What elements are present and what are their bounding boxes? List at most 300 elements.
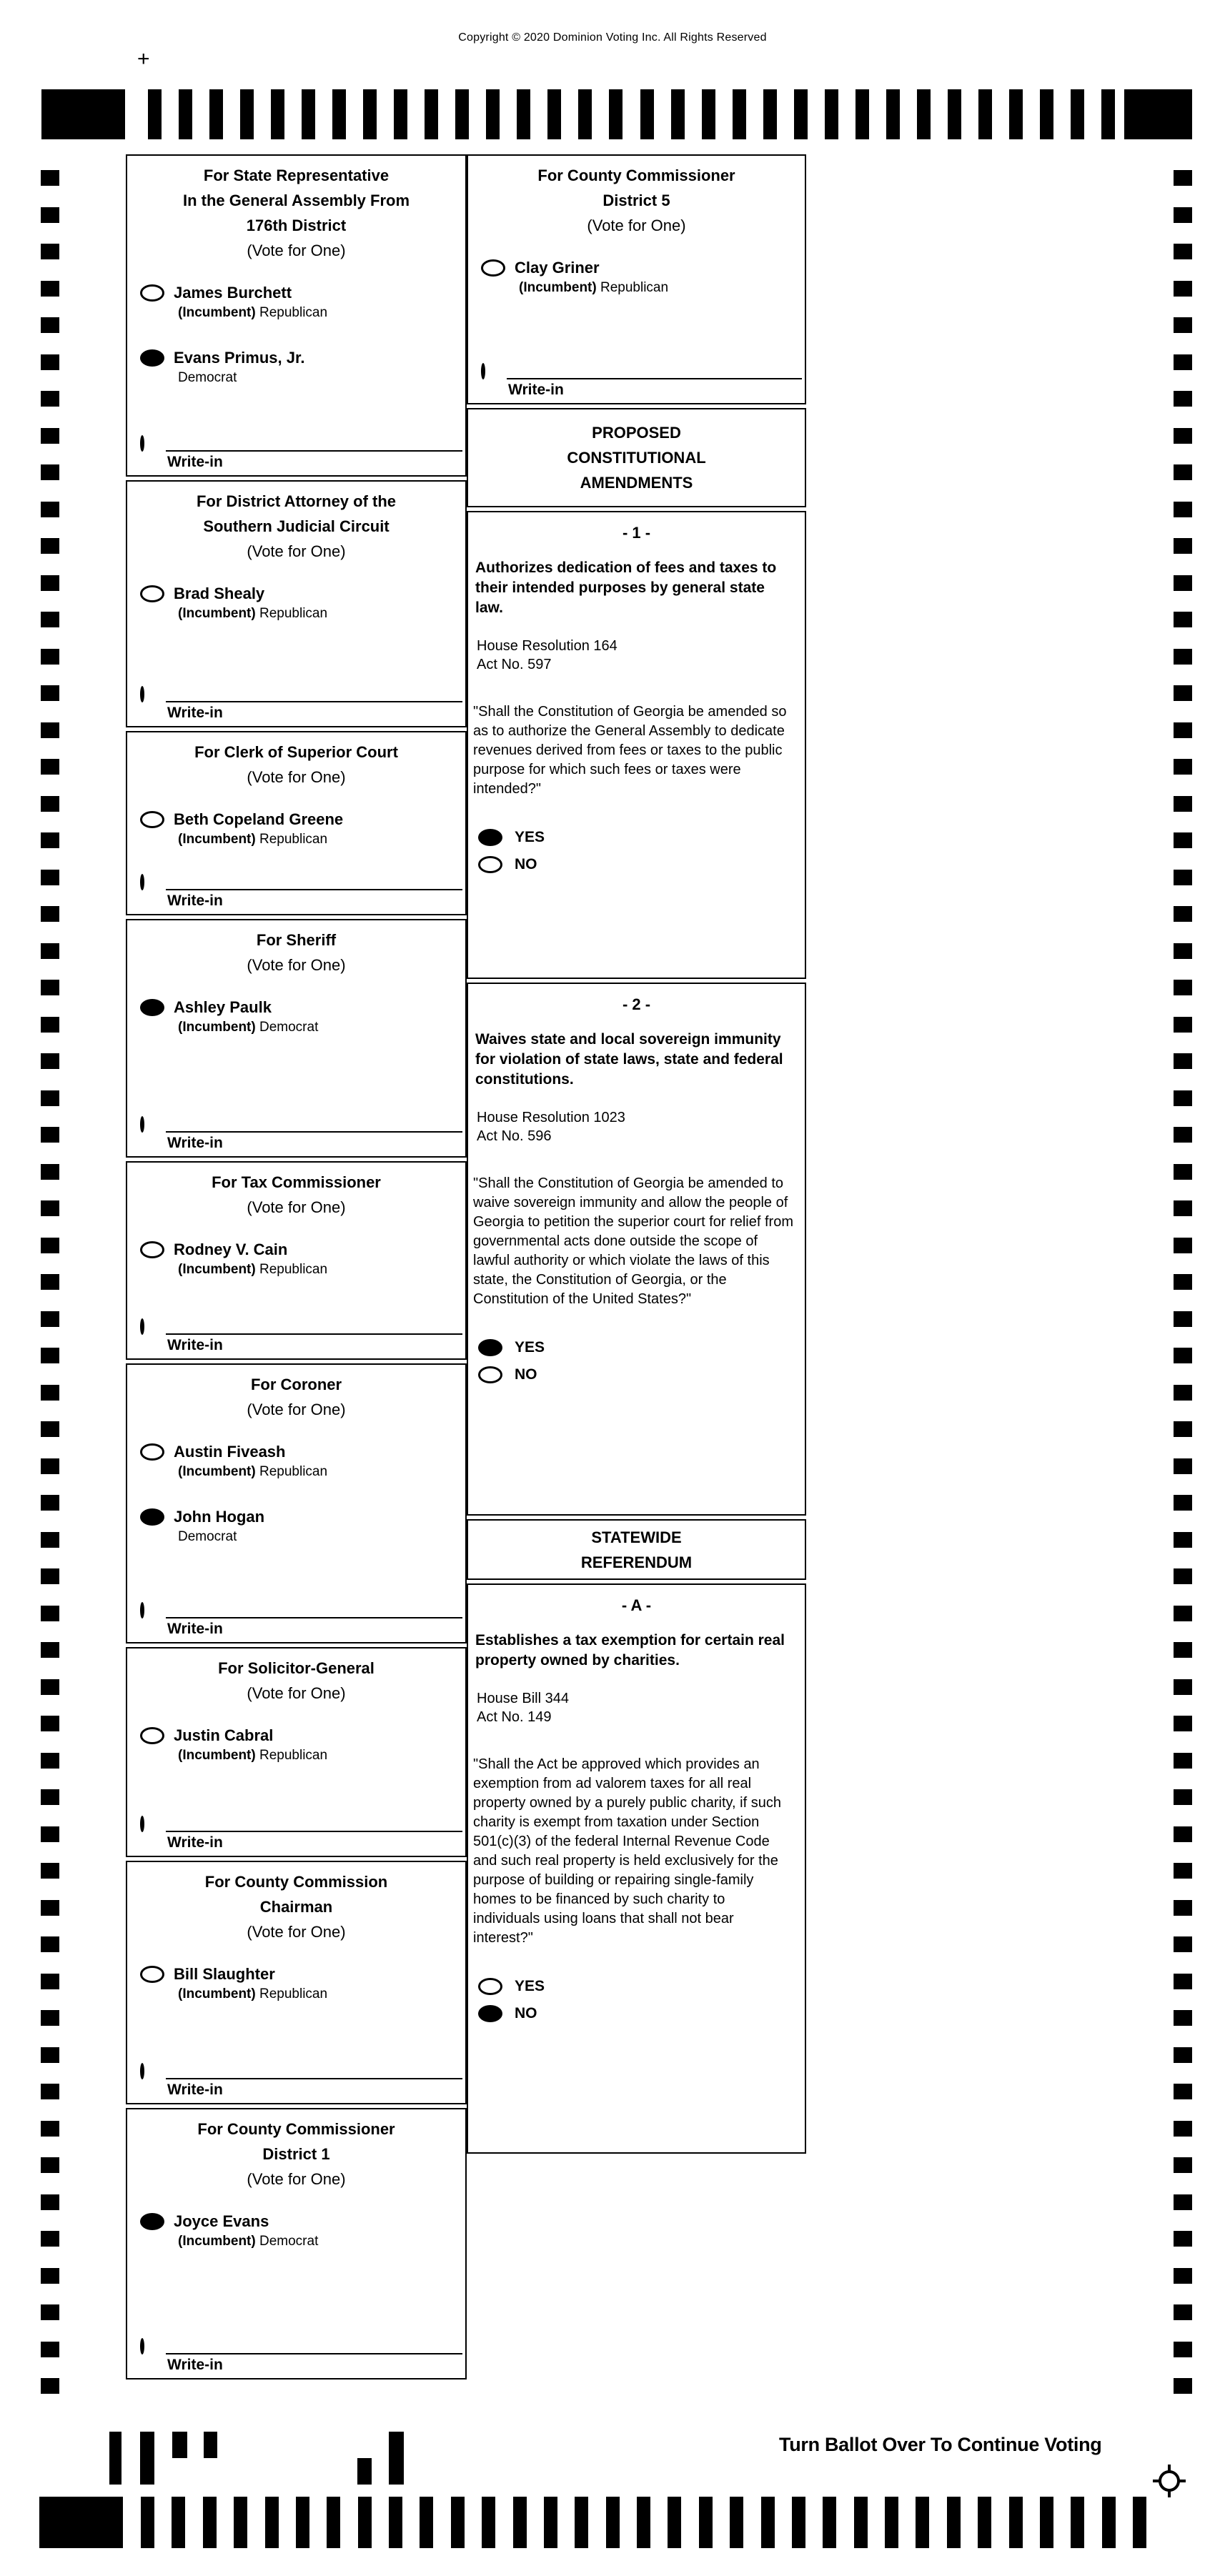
- candidate-name: Evans Primus, Jr.: [174, 349, 305, 367]
- timing-mark: [1174, 2268, 1192, 2284]
- party-label: Republican: [259, 1986, 328, 2001]
- choice-label: NO: [515, 856, 537, 872]
- choice-label: YES: [515, 829, 545, 845]
- timing-bar: [420, 2497, 433, 2548]
- timing-mark: [1174, 2010, 1192, 2026]
- section-title-line: AMENDMENTS: [580, 474, 693, 492]
- choice-oval[interactable]: [478, 1366, 502, 1383]
- contest-box: [467, 154, 806, 404]
- write-in-section: [127, 2340, 465, 2378]
- copyright-line: Copyright © 2020 Dominion Voting Inc. All Rights Reserved: [458, 31, 767, 44]
- write-in-label: Write-in: [508, 382, 564, 398]
- timing-mark: [1174, 1164, 1192, 1180]
- write-in-section: [127, 688, 465, 726]
- timing-bar: [916, 2497, 929, 2548]
- write-in-label: Write-in: [167, 892, 223, 909]
- write-in-label: Write-in: [167, 1135, 223, 1151]
- timing-mark: [1174, 207, 1192, 223]
- vote-oval-filled[interactable]: [140, 2213, 164, 2230]
- candidate-text: [515, 258, 668, 296]
- vote-oval[interactable]: [140, 811, 164, 828]
- timing-mark: [1174, 170, 1192, 186]
- party-label: Democrat: [259, 2234, 319, 2249]
- timing-bar: [854, 2497, 868, 2548]
- timing-mark: [41, 612, 59, 627]
- vote-oval[interactable]: [481, 259, 505, 277]
- write-in-oval[interactable]: [140, 2063, 144, 2079]
- incumbent-label: (Incumbent): [178, 1020, 259, 1035]
- section-title-line: REFERENDUM: [580, 1553, 693, 1571]
- write-in-oval[interactable]: [140, 1816, 144, 1832]
- timing-mark: [1174, 1936, 1192, 1952]
- timing-bar: [148, 89, 162, 139]
- candidate-subline: [178, 369, 304, 386]
- contest-title-line: District 5: [602, 192, 670, 209]
- candidate-name: Bill Slaughter: [174, 1965, 275, 1983]
- write-in-line[interactable]: [166, 701, 462, 702]
- measure-number: - 2 -: [622, 995, 651, 1013]
- candidate-text: [174, 810, 343, 847]
- write-in-line[interactable]: [166, 2078, 462, 2079]
- timing-bar: [1009, 2497, 1023, 2548]
- party-label: Republican: [259, 606, 328, 621]
- barcode-digit-label: 23: [390, 2444, 402, 2455]
- timing-mark: [41, 538, 59, 554]
- candidate-text: [174, 1964, 327, 2002]
- measure-choice: [468, 829, 805, 846]
- candidate-subline: [178, 1261, 327, 1278]
- section-header-box: [467, 408, 806, 507]
- timing-bar: [332, 89, 346, 139]
- timing-mark: [1174, 943, 1192, 959]
- timing-mark: [1174, 2157, 1192, 2173]
- timing-mark: [41, 1164, 59, 1180]
- timing-mark: [1174, 317, 1192, 333]
- vote-for-instruction: (Vote for One): [247, 242, 346, 259]
- measure-box: [467, 983, 806, 1516]
- candidate-text: [174, 1240, 327, 1278]
- choice-oval-filled[interactable]: [478, 2005, 502, 2022]
- timing-mark: [1174, 1385, 1192, 1401]
- candidate-subline: [178, 605, 327, 622]
- contest-header: [127, 920, 465, 978]
- write-in-oval[interactable]: [140, 1116, 144, 1133]
- registration-target-icon: [1152, 2464, 1186, 2498]
- choice-label: NO: [515, 2005, 537, 2021]
- timing-bar: [699, 2497, 713, 2548]
- candidate-name: Justin Cabral: [174, 1726, 274, 1744]
- timing-mark: [1174, 1127, 1192, 1143]
- contest-header: [127, 1648, 465, 1706]
- timing-mark: [41, 832, 59, 848]
- write-in-label: Write-in: [167, 2082, 223, 2098]
- timing-bar: [825, 89, 838, 139]
- timing-mark: [41, 2084, 59, 2099]
- timing-bar: [917, 89, 931, 139]
- timing-bar-row-bottom: [141, 2497, 1146, 2548]
- timing-mark: [41, 2194, 59, 2210]
- timing-bar-row-top: [148, 89, 1115, 139]
- incumbent-label: (Incumbent): [178, 1262, 259, 1277]
- candidate-subline: [178, 1986, 327, 2002]
- timing-bar: [823, 2497, 836, 2548]
- timing-mark: [41, 1863, 59, 1879]
- contest-title-line: For Coroner: [250, 1376, 342, 1393]
- write-in-line[interactable]: [166, 1131, 462, 1133]
- candidate-option: [127, 2212, 465, 2249]
- timing-mark: [1174, 722, 1192, 738]
- candidate-text: [174, 1507, 264, 1545]
- timing-mark: [41, 464, 59, 480]
- timing-mark: [1174, 832, 1192, 848]
- write-in-section: [127, 1818, 465, 1856]
- timing-bar: [733, 89, 746, 139]
- write-in-line[interactable]: [507, 378, 802, 379]
- write-in-label: Write-in: [167, 1834, 223, 1851]
- timing-mark: [41, 1606, 59, 1621]
- timing-mark: [1174, 1053, 1192, 1069]
- timing-mark: [1174, 796, 1192, 812]
- timing-bar: [1071, 89, 1084, 139]
- timing-bar: [948, 89, 961, 139]
- candidate-option: [127, 1442, 465, 1480]
- write-in-oval[interactable]: [140, 435, 144, 452]
- contest-box: [126, 1161, 467, 1360]
- candidate-subline: [178, 1019, 318, 1035]
- timing-mark: [41, 1753, 59, 1769]
- candidate-name: Joyce Evans: [174, 2212, 269, 2230]
- choice-label: YES: [515, 1339, 545, 1356]
- write-in-oval[interactable]: [140, 874, 144, 890]
- candidate-text: [174, 584, 327, 622]
- timing-mark: [1174, 1679, 1192, 1695]
- timing-mark: [41, 1348, 59, 1363]
- timing-bar: [486, 89, 500, 139]
- timing-mark: [41, 1053, 59, 1069]
- timing-bar: [296, 2497, 309, 2548]
- contest-header: [127, 732, 465, 790]
- contest-title-line: For Sheriff: [256, 931, 337, 949]
- vote-oval-filled[interactable]: [140, 999, 164, 1016]
- timing-mark: [41, 2010, 59, 2026]
- timing-mark: [41, 428, 59, 444]
- timing-mark: [41, 2268, 59, 2284]
- timing-mark: [1174, 428, 1192, 444]
- measure-references: [477, 1689, 793, 1726]
- timing-mark: [1174, 1606, 1192, 1621]
- timing-mark: [41, 1127, 59, 1143]
- contest-box: [126, 919, 467, 1158]
- incumbent-label: (Incumbent): [178, 1748, 259, 1763]
- timing-mark: [41, 1532, 59, 1548]
- write-in-line[interactable]: [166, 1617, 462, 1618]
- write-in-label: Write-in: [167, 454, 223, 470]
- contest-title-line: 176th District: [246, 217, 347, 234]
- barcode-bar: [109, 2432, 121, 2485]
- vote-for-instruction: (Vote for One): [247, 768, 346, 786]
- measure-summary: Authorizes dedication of fees and taxes to their intended purposes by general state law.: [475, 560, 777, 616]
- timing-bar: [578, 89, 592, 139]
- vote-oval[interactable]: [140, 1241, 164, 1258]
- vote-oval[interactable]: [140, 585, 164, 602]
- barcode-bar: [140, 2432, 154, 2485]
- timing-mark: [41, 2304, 59, 2320]
- write-in-section: [127, 1321, 465, 1358]
- write-in-line[interactable]: [166, 889, 462, 890]
- candidate-text: [174, 1726, 327, 1764]
- contest-title-line: For Tax Commissioner: [212, 1173, 381, 1191]
- timing-mark: [1174, 2342, 1192, 2357]
- timing-mark: [1174, 1238, 1192, 1253]
- timing-mark: [41, 170, 59, 186]
- timing-mark: [1174, 1568, 1192, 1584]
- timing-mark: [1174, 575, 1192, 591]
- timing-mark: [41, 870, 59, 885]
- candidate-option: [127, 1507, 465, 1545]
- timing-bar: [544, 2497, 557, 2548]
- candidate-name: Clay Griner: [515, 259, 600, 277]
- timing-mark: [1174, 1348, 1192, 1363]
- measure-choice: [468, 1366, 805, 1383]
- timing-mark: [1174, 1090, 1192, 1106]
- measure-ref-line: Act No. 597: [477, 657, 552, 672]
- timing-mark: [41, 722, 59, 738]
- contest-title-line: For County Commissioner: [537, 166, 735, 184]
- write-in-label: Write-in: [167, 1621, 223, 1637]
- candidate-option: [127, 810, 465, 847]
- timing-mark: [1174, 980, 1192, 995]
- contest-title-line: For District Attorney of the: [196, 492, 397, 510]
- timing-mark: [41, 317, 59, 333]
- timing-bar: [702, 89, 715, 139]
- timing-bar: [141, 2497, 154, 2548]
- section-title-line: CONSTITUTIONAL: [567, 449, 706, 467]
- timing-mark: [1174, 464, 1192, 480]
- write-in-label: Write-in: [167, 705, 223, 721]
- timing-mark: [1174, 612, 1192, 627]
- timing-bar: [1101, 89, 1115, 139]
- timing-bar: [179, 89, 192, 139]
- measure-choice: [468, 856, 805, 873]
- measure-summary: Establishes a tax exemption for certain real property owned by charities.: [475, 1632, 785, 1669]
- candidate-subline: [178, 831, 343, 847]
- barcode-bar: [357, 2458, 372, 2485]
- timing-bar: [794, 89, 808, 139]
- vote-oval[interactable]: [140, 1443, 164, 1461]
- choice-oval-filled[interactable]: [478, 1339, 502, 1356]
- ballot-column-left: [126, 154, 467, 2383]
- contest-header: [127, 156, 465, 263]
- timing-mark: [1174, 1753, 1192, 1769]
- timing-mark: [41, 1421, 59, 1437]
- candidate-text: [174, 2212, 318, 2249]
- timing-bar: [265, 2497, 279, 2548]
- timing-bar: [425, 89, 438, 139]
- timing-mark: [1174, 391, 1192, 407]
- party-label: Republican: [259, 832, 328, 847]
- write-in-oval[interactable]: [140, 1318, 144, 1335]
- timing-mark: [1174, 870, 1192, 885]
- candidate-name: Rodney V. Cain: [174, 1240, 288, 1258]
- write-in-section: [127, 876, 465, 914]
- contest-header: [127, 1862, 465, 1944]
- measure-question: "Shall the Act be approved which provides an exemption from ad valorem taxes for all real property owned by a purely public charity, if such charity is exempt from taxation under Section 501(c)(3) of the federal Internal Revenue Code and such real property is held exclusively for the purpose of building or repairing single-family homes to be financed by such charity to individuals using loans that shall not bear interest?": [473, 1756, 781, 1946]
- timing-bar: [209, 89, 223, 139]
- timing-mark: [41, 2231, 59, 2247]
- timing-bar: [606, 2497, 620, 2548]
- vote-oval[interactable]: [140, 1727, 164, 1744]
- timing-mark: [41, 1974, 59, 1989]
- timing-bar: [1071, 2497, 1084, 2548]
- vote-oval[interactable]: [140, 1966, 164, 1983]
- candidate-subline: [178, 304, 327, 321]
- timing-bar: [885, 2497, 898, 2548]
- timing-mark: [41, 1238, 59, 1253]
- vote-for-instruction: (Vote for One): [587, 217, 686, 234]
- timing-bar: [240, 89, 254, 139]
- timing-mark: [41, 1679, 59, 1695]
- contest-title-line: For Clerk of Superior Court: [194, 743, 398, 761]
- write-in-oval[interactable]: [481, 363, 485, 379]
- timing-mark: [1174, 1863, 1192, 1879]
- timing-mark: [41, 906, 59, 922]
- timing-bar: [302, 89, 315, 139]
- timing-block-top-left: [41, 89, 125, 139]
- timing-bar: [172, 2497, 185, 2548]
- vote-oval[interactable]: [140, 284, 164, 302]
- timing-mark: [41, 207, 59, 223]
- choice-oval[interactable]: [478, 856, 502, 873]
- timing-mark: [41, 1311, 59, 1327]
- timing-bar: [451, 2497, 465, 2548]
- timing-bar: [671, 89, 685, 139]
- timing-bar: [978, 89, 992, 139]
- timing-mark: [41, 1200, 59, 1216]
- party-label: Republican: [259, 1262, 328, 1277]
- contest-box: [126, 1363, 467, 1643]
- timing-mark: [41, 796, 59, 812]
- timing-mark: [1174, 1311, 1192, 1327]
- timing-bar: [637, 2497, 650, 2548]
- contest-box: [126, 1647, 467, 1857]
- write-in-line[interactable]: [166, 450, 462, 452]
- timing-mark: [1174, 538, 1192, 554]
- turn-ballot-over-text: Turn Ballot Over To Continue Voting: [779, 2434, 1102, 2455]
- measure-question: "Shall the Constitution of Georgia be amended so as to authorize the General Assembly to dedicate revenues derived from fees or taxes to the public purpose for which such fees or taxes were intended?": [473, 704, 787, 797]
- write-in-label: Write-in: [167, 2357, 223, 2373]
- write-in-line[interactable]: [166, 1333, 462, 1335]
- measure-question: "Shall the Constitution of Georgia be amended to waive sovereign immunity and allow the people of Georgia to petition the superior court for relief from governmental acts done outside the scope of lawful authority or which violate the laws of this state, the Constitution of Georgia, or the Constitution of the United States?": [473, 1175, 793, 1307]
- timing-mark: [41, 943, 59, 959]
- contest-title-line: In the General Assembly From: [182, 192, 410, 209]
- measure-box: [467, 1583, 806, 2154]
- timing-mark: [1174, 281, 1192, 297]
- candidate-subline: [178, 2233, 318, 2249]
- timing-bar: [358, 2497, 372, 2548]
- timing-mark: [1174, 502, 1192, 517]
- timing-bar: [978, 2497, 991, 2548]
- measure-number: - A -: [621, 1596, 652, 1614]
- timing-bar: [394, 89, 407, 139]
- timing-mark: [1174, 2121, 1192, 2137]
- timing-mark: [41, 1716, 59, 1731]
- timing-mark: [1174, 1642, 1192, 1658]
- timing-mark: [1174, 1900, 1192, 1916]
- timing-bar: [609, 89, 623, 139]
- candidate-name: John Hogan: [174, 1508, 265, 1526]
- candidate-option: [127, 283, 465, 321]
- write-in-label: Write-in: [167, 1337, 223, 1353]
- measure-number: - 1 -: [622, 524, 651, 542]
- contest-title-line: District 1: [262, 2145, 330, 2163]
- timing-bar: [668, 2497, 681, 2548]
- write-in-line[interactable]: [166, 1831, 462, 1832]
- candidate-option: [127, 348, 465, 386]
- candidate-subline: [178, 1747, 327, 1764]
- write-in-oval[interactable]: [140, 686, 144, 702]
- party-label: Republican: [259, 1748, 328, 1763]
- measure-choice: [468, 2005, 805, 2022]
- timing-mark: [1174, 1532, 1192, 1548]
- timing-bar: [1009, 89, 1023, 139]
- choice-label: NO: [515, 1366, 537, 1383]
- timing-mark: [41, 1826, 59, 1842]
- timing-mark: [41, 1642, 59, 1658]
- timing-mark: [41, 2121, 59, 2137]
- section-title-line: STATEWIDE: [591, 1528, 682, 1546]
- timing-bar: [234, 2497, 247, 2548]
- contest-title-line: Chairman: [259, 1898, 333, 1916]
- timing-mark: [1174, 1974, 1192, 1989]
- timing-mark: [41, 391, 59, 407]
- candidate-text: [174, 998, 318, 1035]
- timing-bar: [513, 2497, 527, 2548]
- vote-for-instruction: (Vote for One): [247, 1923, 346, 1941]
- vote-oval-filled[interactable]: [140, 1508, 164, 1526]
- choice-label: YES: [515, 1978, 545, 1994]
- choice-oval[interactable]: [478, 1978, 502, 1995]
- party-label: Republican: [600, 280, 669, 295]
- timing-bar: [1040, 89, 1053, 139]
- write-in-oval[interactable]: [140, 2338, 144, 2354]
- timing-mark: [1174, 2304, 1192, 2320]
- vote-oval-filled[interactable]: [140, 349, 164, 367]
- write-in-line[interactable]: [166, 2353, 462, 2354]
- party-label: Republican: [259, 1464, 328, 1479]
- choice-oval-filled[interactable]: [478, 829, 502, 846]
- write-in-oval[interactable]: [140, 1602, 144, 1618]
- write-in-section: [127, 2065, 465, 2103]
- candidate-option: [127, 1964, 465, 2002]
- timing-mark: [41, 1936, 59, 1952]
- timing-mark: [41, 281, 59, 297]
- candidate-name: Beth Copeland Greene: [174, 810, 344, 828]
- contest-box: [126, 1861, 467, 2104]
- contest-box: [126, 154, 467, 477]
- timing-mark: [41, 1017, 59, 1033]
- candidate-option: [127, 1240, 465, 1278]
- ballot-column-right: [467, 154, 806, 2157]
- timing-bar: [947, 2497, 961, 2548]
- timing-mark: [41, 2342, 59, 2357]
- timing-mark: [1174, 685, 1192, 701]
- vote-for-instruction: (Vote for One): [247, 1684, 346, 1702]
- timing-block-top-right: [1124, 89, 1192, 139]
- section-title-line: PROPOSED: [592, 424, 681, 442]
- timing-mark: [41, 1385, 59, 1401]
- timing-mark: [1174, 1458, 1192, 1474]
- measure-references: [477, 637, 793, 674]
